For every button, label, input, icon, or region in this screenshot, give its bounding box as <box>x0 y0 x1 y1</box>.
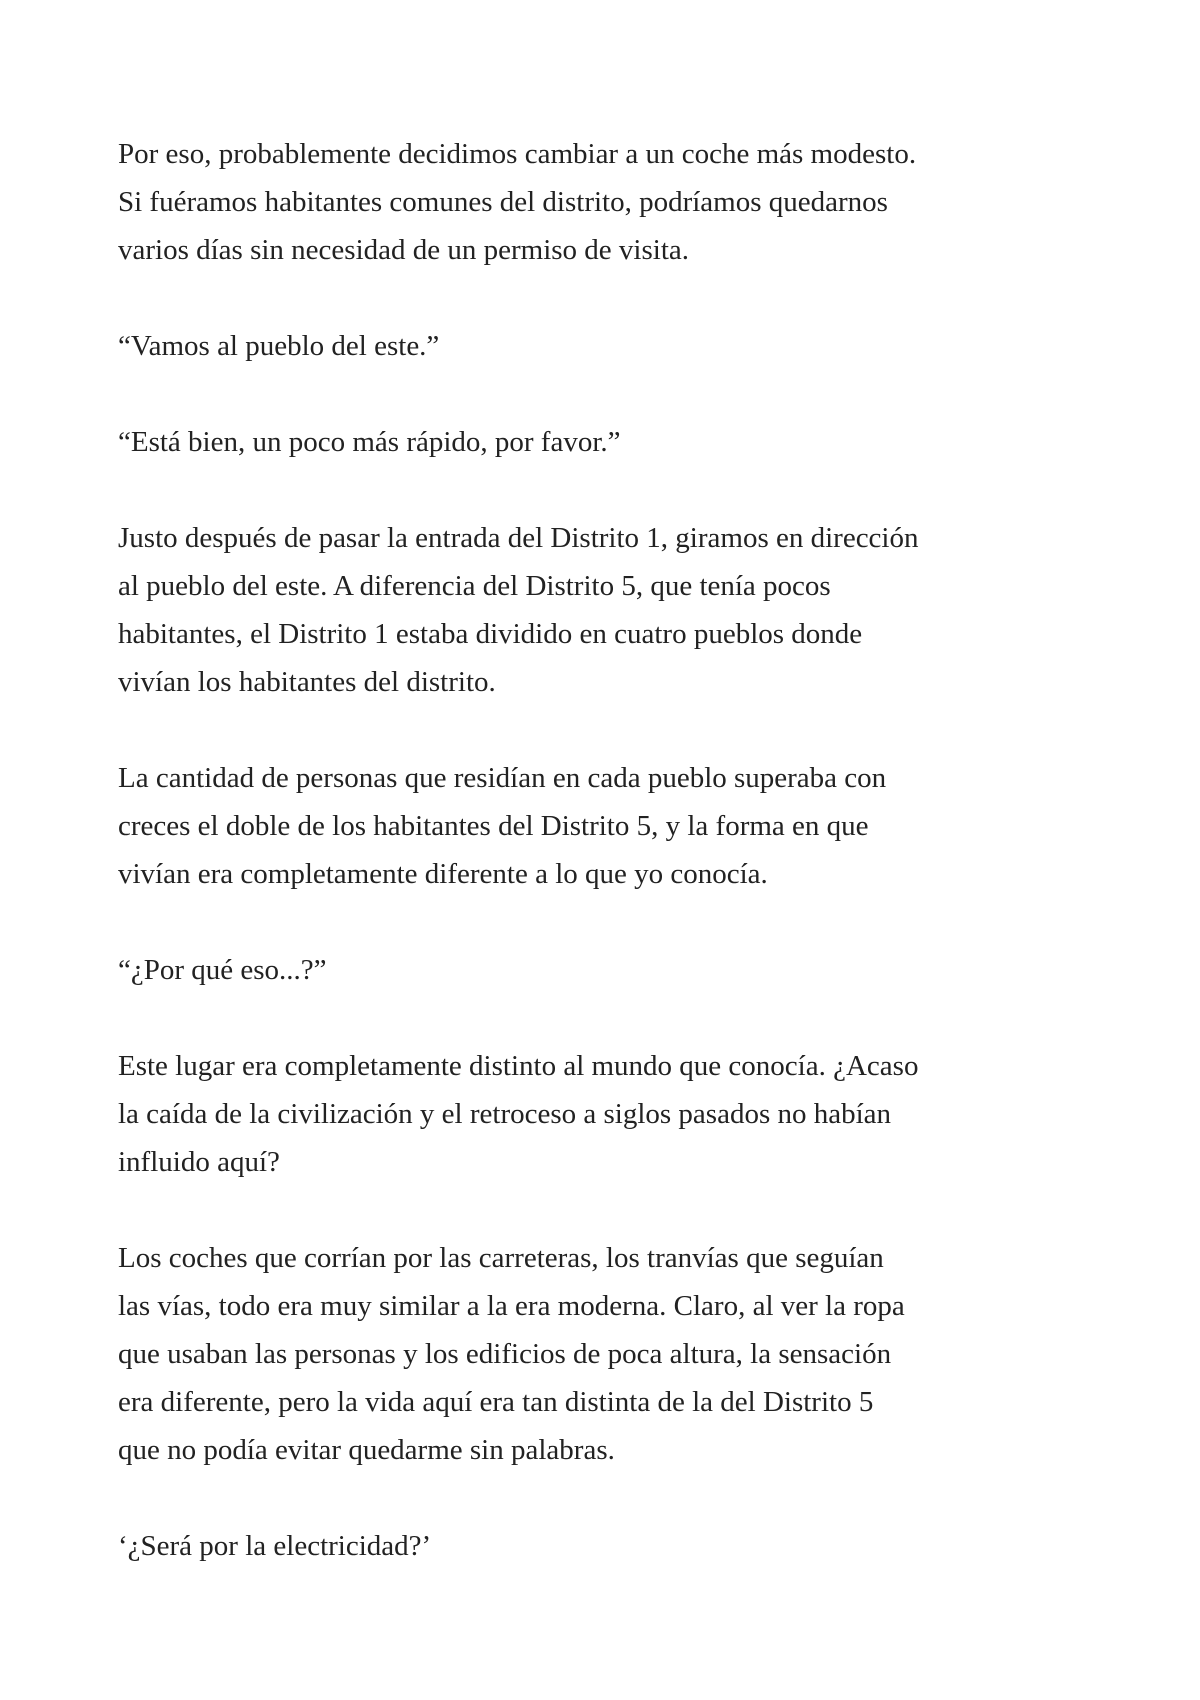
paragraph <box>118 754 1118 898</box>
text-line: Si fuéramos habitantes comunes del distrito, podríamos quedarnos <box>118 186 888 218</box>
text-line: que usaban las personas y los edificios de poca altura, la sensación <box>118 1338 892 1370</box>
text-line: vivían los habitantes del distrito. <box>118 666 496 698</box>
text-line: al pueblo del este. A diferencia del Distrito 5, que tenía pocos <box>118 570 831 602</box>
paragraph <box>118 946 1118 994</box>
text-line: ‘¿Será por la electricidad?’ <box>118 1530 432 1562</box>
paragraph <box>118 130 1118 274</box>
text-line: habitantes, el Distrito 1 estaba dividido en cuatro pueblos donde <box>118 618 863 650</box>
text-line: era diferente, pero la vida aquí era tan distinta de la del Distrito 5 <box>118 1386 874 1418</box>
text-line: las vías, todo era muy similar a la era moderna. Claro, al ver la ropa <box>118 1290 905 1322</box>
text-line: influido aquí? <box>118 1146 280 1178</box>
paragraph <box>118 514 1118 706</box>
paragraph <box>118 418 1118 466</box>
paragraph <box>118 322 1118 370</box>
text-line: Los coches que corrían por las carreteras, los tranvías que seguían <box>118 1242 884 1274</box>
text-line: vivían era completamente diferente a lo que yo conocía. <box>118 858 768 890</box>
text-line: varios días sin necesidad de un permiso de visita. <box>118 234 690 266</box>
paragraph <box>118 1042 1118 1186</box>
text-line: la caída de la civilización y el retroceso a siglos pasados no habían <box>118 1098 892 1130</box>
text-line: Por eso, probablemente decidimos cambiar a un coche más modesto. <box>118 138 917 170</box>
text-line: “Está bien, un poco más rápido, por favor.” <box>118 426 621 458</box>
text-line: que no podía evitar quedarme sin palabras. <box>118 1434 615 1466</box>
text-line: “Vamos al pueblo del este.” <box>118 330 440 362</box>
paragraph <box>118 1522 1118 1570</box>
text-line: “¿Por qué eso...?” <box>118 954 327 986</box>
paragraph <box>118 1234 1118 1474</box>
text-line: La cantidad de personas que residían en cada pueblo superaba con <box>118 762 887 794</box>
document-page <box>118 130 1118 1618</box>
text-line: Este lugar era completamente distinto al mundo que conocía. ¿Acaso <box>118 1050 919 1082</box>
text-line: creces el doble de los habitantes del Distrito 5, y la forma en que <box>118 810 869 842</box>
text-line: Justo después de pasar la entrada del Distrito 1, giramos en dirección <box>118 522 919 554</box>
